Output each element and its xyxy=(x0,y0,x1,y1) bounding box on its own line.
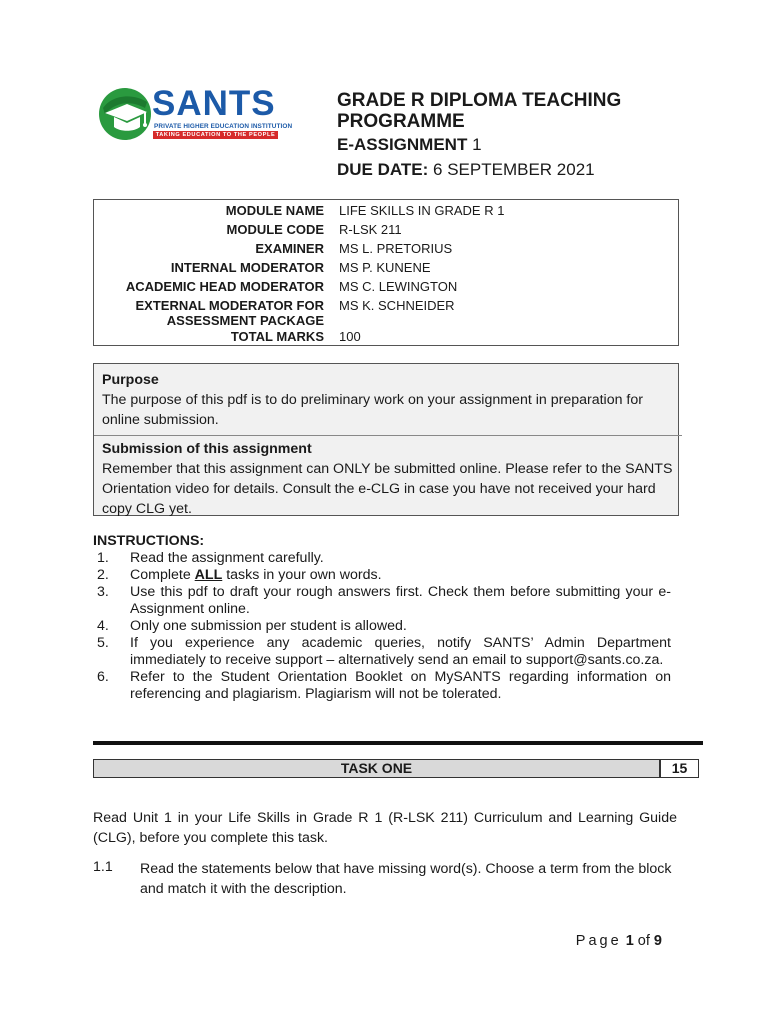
page-label: Page xyxy=(575,933,622,949)
instruction-text: Use this pdf to draft your rough answers first. Check them before submitting your e-Assignment online. xyxy=(130,584,671,617)
purpose-divider xyxy=(94,435,682,436)
section-divider xyxy=(93,741,703,745)
instruction-number: 4. xyxy=(97,618,109,634)
purpose-text: The purpose of this pdf is to do preliminary work on your assignment in preparation for online submission. xyxy=(102,392,643,428)
module-info-box xyxy=(93,199,679,346)
module-info-value: MS K. SCHNEIDER xyxy=(339,298,455,313)
instruction-emphasis: ALL xyxy=(194,567,223,583)
instruction-text: Only one submission per student is allowed. xyxy=(130,618,407,634)
programme-title: GRADE R DIPLOMA TEACHING PROGRAMME xyxy=(337,90,622,132)
instruction-text: Complete ALL tasks in your own words. xyxy=(130,567,382,583)
instruction-number: 6. xyxy=(97,669,109,685)
instruction-number: 2. xyxy=(97,567,109,583)
sants-logo xyxy=(97,84,293,142)
instruction-item xyxy=(93,669,671,703)
module-info-label: MODULE NAME xyxy=(225,203,324,218)
task-intro: Read Unit 1 in your Life Skills in Grade R 1 (R-LSK 211) Curriculum and Learning Guide (CLG), before you complete this task. xyxy=(93,810,677,846)
instructions xyxy=(93,533,671,703)
instruction-text: Read the assignment carefully. xyxy=(130,550,324,566)
module-info-label: ASSESSMENT PACKAGE xyxy=(166,313,324,328)
module-info-value: R-LSK 211 xyxy=(339,222,402,237)
due-date-value: 6 SEPTEMBER 2021 xyxy=(433,160,595,179)
instruction-item xyxy=(93,584,671,618)
module-info-label: EXTERNAL MODERATOR FOR xyxy=(135,298,324,313)
instruction-number: 3. xyxy=(97,584,109,600)
module-info-value: LIFE SKILLS IN GRADE R 1 xyxy=(339,203,505,218)
module-info-label: ACADEMIC HEAD MODERATOR xyxy=(125,279,324,294)
page-current: 1 xyxy=(625,933,634,949)
page-total: 9 xyxy=(653,933,662,949)
module-info-label: MODULE CODE xyxy=(226,222,324,237)
submission-text: Remember that this assignment can ONLY be submitted online. Please refer to the SANTS Orientation video for details. Consult the e-CLG in case you have not received your hard copy CLG yet. xyxy=(102,461,673,517)
module-info-value: 100 xyxy=(339,329,361,344)
assignment-line xyxy=(337,135,482,155)
module-info-label: TOTAL MARKS xyxy=(230,329,324,344)
purpose-heading: Purpose xyxy=(102,372,159,388)
logo-wordmark: SANTS xyxy=(152,84,276,123)
module-info-value: MS L. PRETORIUS xyxy=(339,241,453,256)
question-number: 1.1 xyxy=(93,859,113,875)
module-info-value: MS P. KUNENE xyxy=(339,260,431,275)
task-marks: 15 xyxy=(660,759,699,778)
instruction-item xyxy=(93,618,671,635)
task-title-bar: TASK ONE xyxy=(93,759,660,778)
instruction-item xyxy=(93,567,671,584)
page-of-label: of xyxy=(637,933,650,949)
page-footer xyxy=(576,933,662,949)
logo-subtitle: PRIVATE HIGHER EDUCATION INSTITUTION xyxy=(154,123,293,130)
assignment-number: 1 xyxy=(472,135,482,154)
module-info-value: MS C. LEWINGTON xyxy=(339,279,458,294)
module-info-label: INTERNAL MODERATOR xyxy=(170,260,324,275)
instruction-text: If you experience any academic queries, notify SANTS’ Admin Department immediately to receive support – alternatively send an email to support@sants.co.za. xyxy=(130,635,671,668)
instruction-item xyxy=(93,550,671,567)
question-text: Read the statements below that have missing word(s). Choose a term from the block and match it with the description. xyxy=(140,861,672,897)
purpose-box xyxy=(93,363,679,516)
due-date-label: DUE DATE: xyxy=(337,160,429,179)
logo-tagline: TAKING EDUCATION TO THE PEOPLE xyxy=(153,131,278,139)
submission-heading: Submission of this assignment xyxy=(102,441,312,457)
assignment-label: E-ASSIGNMENT xyxy=(337,135,468,154)
instruction-number: 1. xyxy=(97,550,109,566)
instruction-item xyxy=(93,635,671,669)
module-info-label: EXAMINER xyxy=(255,241,324,256)
instructions-list xyxy=(93,550,671,703)
graduation-cap-globe-icon xyxy=(97,86,153,142)
instructions-title: INSTRUCTIONS: xyxy=(93,533,205,549)
instruction-text: Refer to the Student Orientation Booklet on MySANTS regarding information on referencing and plagiarism. Plagiarism will not be tolerated. xyxy=(130,669,671,702)
due-date-line xyxy=(337,160,595,180)
instruction-number: 5. xyxy=(97,635,109,651)
